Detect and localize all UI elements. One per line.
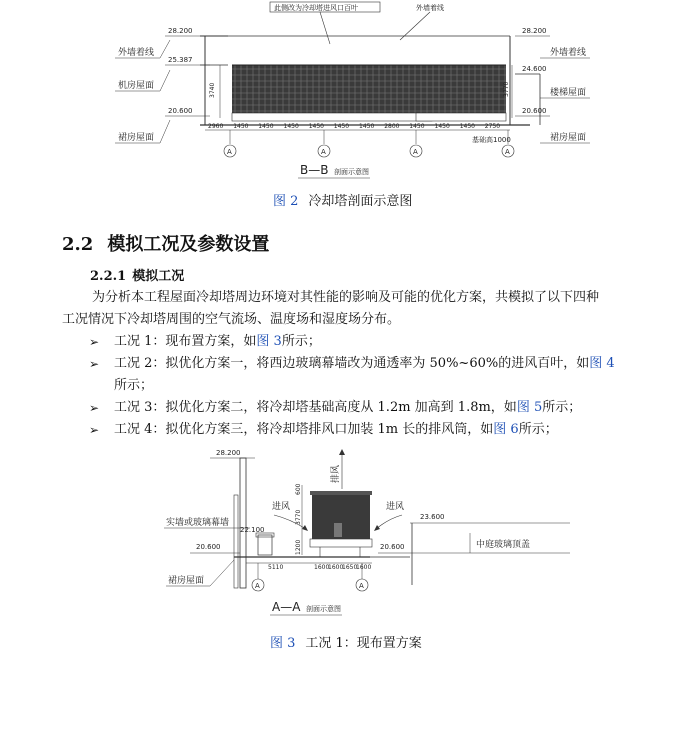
top-note-right: 外墙着线 (416, 4, 444, 12)
section-sub-aa: 剖面示意图 (306, 605, 341, 613)
elev-right-1: 28.200 (522, 27, 547, 35)
f3-dim-1600c: 1600 (356, 564, 372, 571)
f3-dim-1600b: 1600 (328, 564, 344, 571)
dimension-value: 1450 (359, 123, 375, 130)
subsection-heading (90, 265, 184, 284)
dimension-value: 2800 (384, 123, 400, 130)
dimension-value: 1450 (333, 123, 350, 130)
f3-dim-1650: 1650 (342, 564, 358, 571)
section-number: 2.2 (62, 234, 94, 255)
bullet-case-4 (89, 419, 558, 441)
height-right: 3770 (503, 81, 510, 97)
f3-elev-right: 20.600 (380, 543, 405, 551)
link-figure-3[interactable]: 图 3 (256, 334, 282, 349)
bullet-case-3 (89, 397, 582, 419)
svg-text:A: A (505, 148, 510, 156)
f3-dim-5110: 5110 (268, 564, 284, 571)
bullet-2-text: 工况 2：拟优化方案一，将西边玻璃幕墙改为通透率为 50%~60%的进风百叶，如 (114, 356, 590, 371)
label-left-machine-roof: 机房屋面 (118, 81, 155, 91)
axis-mark-1 (224, 130, 236, 157)
section-title-bb: B—B (300, 163, 329, 177)
dimension-value: 2750 (484, 123, 501, 130)
bullet-1-text: 工况 1：现布置方案，如 (114, 334, 257, 349)
label-right-stair-roof: 楼梯屋面 (550, 88, 587, 98)
axis-mark-3 (410, 130, 422, 157)
figure-2-number: 图 2 (273, 194, 299, 209)
f3-axis-mark-1 (252, 563, 264, 591)
f3-height-1200: 1200 (295, 539, 302, 555)
figure-3-number: 图 3 (270, 636, 296, 651)
dimension-value: 1450 (434, 123, 450, 130)
f3-label-exhaust: 排风 (331, 464, 341, 483)
f3-inlet-left: 进风 (272, 502, 291, 512)
figure-2-caption (273, 190, 412, 209)
elev-left-3: 20.600 (168, 107, 193, 115)
bullet-case-2 (89, 353, 654, 397)
bullet-arrow-icon: ➢ (89, 423, 100, 437)
bullet-1-tail: 所示； (281, 334, 321, 349)
figure-3-diagram (150, 445, 570, 620)
dimension-value: 1450 (283, 123, 299, 130)
f3-wall (240, 458, 246, 588)
f3-elev-left: 20.600 (196, 543, 221, 551)
section-sub-bb: 剖面示意图 (334, 168, 369, 176)
bullet-4-text: 工况 4：拟优化方案三，将冷却塔排风口加装 1m 长的排风筒，如 (114, 422, 494, 437)
svg-text:A: A (359, 582, 364, 590)
svg-text:A: A (321, 148, 326, 156)
dimension-strip (208, 123, 500, 130)
svg-text:A: A (255, 582, 260, 590)
label-left-podium-roof: 裙房屋面 (118, 133, 155, 143)
section-heading (62, 230, 269, 256)
axis-mark-2 (318, 130, 330, 157)
paragraph-line-1: 为分析本工程屋面冷却塔周边环境对其性能的影响及可能的优化方案，共模拟了以下四种 (92, 290, 600, 305)
top-note-left: 此侧改为冷却塔进风口百叶 (274, 4, 358, 12)
dimension-value: 1450 (258, 123, 274, 130)
link-figure-6[interactable]: 图 6 (493, 422, 519, 437)
figure-2-title: 冷却塔剖面示意图 (308, 194, 413, 209)
section-title-aa: A—A (272, 600, 301, 614)
tower-group-1 (232, 65, 432, 121)
dimension-value: 2960 (208, 123, 224, 130)
svg-text:A: A (227, 148, 232, 156)
label-right-wall: 外墙着线 (550, 48, 587, 58)
f3-label-atrium: 中庭玻璃顶盖 (476, 540, 531, 550)
elev-left-2: 25.387 (168, 56, 193, 64)
f3-elev-top: 28.200 (216, 449, 241, 457)
f3-inlet-right: 进风 (386, 502, 405, 512)
f3-elev-23600: 23.600 (420, 513, 445, 521)
elev-right-2: 24.600 (522, 65, 547, 73)
height-left: 3740 (209, 82, 216, 98)
link-figure-5[interactable]: 图 5 (516, 400, 543, 415)
tower-group-2 (416, 65, 506, 121)
subsection-number: 2.2.1 (90, 269, 127, 284)
section-title: 模拟工况及参数设置 (107, 234, 270, 255)
bullet-case-1 (89, 331, 321, 353)
elev-left-1: 28.200 (168, 27, 193, 35)
f3-label-roof: 裙房屋面 (168, 576, 205, 586)
f3-label-wall: 实墙或玻璃幕墙 (166, 518, 230, 528)
figure-2-diagram (70, 0, 590, 185)
bullet-arrow-icon: ➢ (89, 357, 100, 371)
bullet-arrow-icon: ➢ (89, 335, 100, 349)
paragraph-line-2: 工况情况下冷却塔周围的空气流场、温度场和湿度场分布。 (62, 312, 401, 327)
bullet-3-tail: 所示； (542, 400, 582, 415)
f3-cooling-tower (310, 491, 372, 557)
bullet-3-text: 工况 3：拟优化方案二，将冷却塔基础高度从 1.2m 加高到 1.8m，如 (114, 400, 517, 415)
elev-right-3: 20.600 (522, 107, 547, 115)
dimension-value: 1450 (308, 123, 324, 130)
dimension-value: 1450 (233, 123, 249, 130)
dimension-value: 1450 (459, 123, 475, 130)
f3-height-600: 600 (295, 483, 302, 495)
f3-height-3770: 3770 (295, 509, 302, 525)
label-left-wall: 外墙着线 (118, 48, 155, 58)
base-note: 基础高1000 (472, 136, 511, 144)
f3-dim-1600a: 1600 (314, 564, 330, 571)
f3-elev-22100: 22.100 (240, 526, 265, 534)
bullet-2-tail: 所示； (114, 378, 154, 393)
figure-3-title: 工况 1：现布置方案 (305, 636, 422, 651)
bullet-arrow-icon: ➢ (89, 401, 100, 415)
link-figure-4[interactable]: 图 4 (589, 356, 615, 371)
label-right-podium-roof: 裙房屋面 (550, 133, 587, 143)
bullet-4-tail: 所示； (518, 422, 558, 437)
svg-text:A: A (413, 148, 418, 156)
figure-3-caption (270, 632, 422, 651)
dimension-value: 1450 (409, 123, 425, 130)
subsection-title: 模拟工况 (132, 269, 185, 284)
